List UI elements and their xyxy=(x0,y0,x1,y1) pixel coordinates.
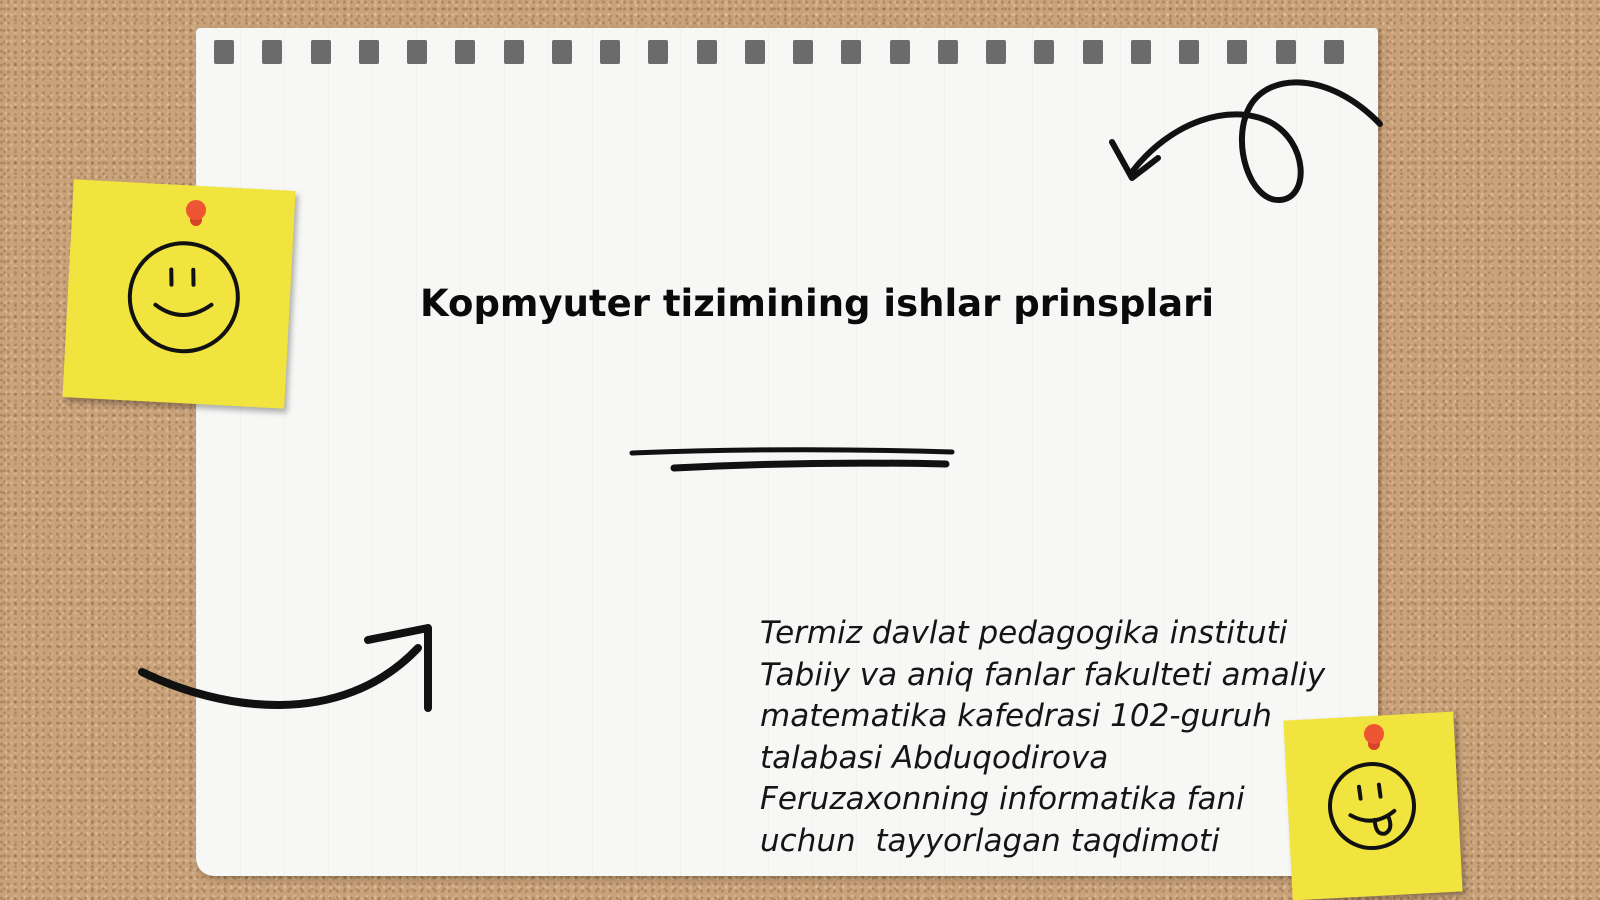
slide-title: Kopmyuter tizimining ishlar prinsplari xyxy=(420,282,1215,325)
push-pin-icon xyxy=(186,200,206,220)
underline-stroke-icon xyxy=(630,445,970,475)
curly-arrow-icon xyxy=(1110,62,1390,222)
swoosh-arrow-icon xyxy=(140,620,460,730)
push-pin-icon xyxy=(1364,724,1384,744)
slide-subtitle: Termiz davlat pedagogika instituti Tabiiy va aniq fanlar fakulteti amaliy matematika kafedrasi 102-guruh talabasi Abduqodirova Feruzaxonning informatika fani uchun tayyorlagan taqdimoti xyxy=(760,615,1326,859)
smiley-face-icon xyxy=(62,179,295,408)
sticky-note-left xyxy=(62,179,295,408)
